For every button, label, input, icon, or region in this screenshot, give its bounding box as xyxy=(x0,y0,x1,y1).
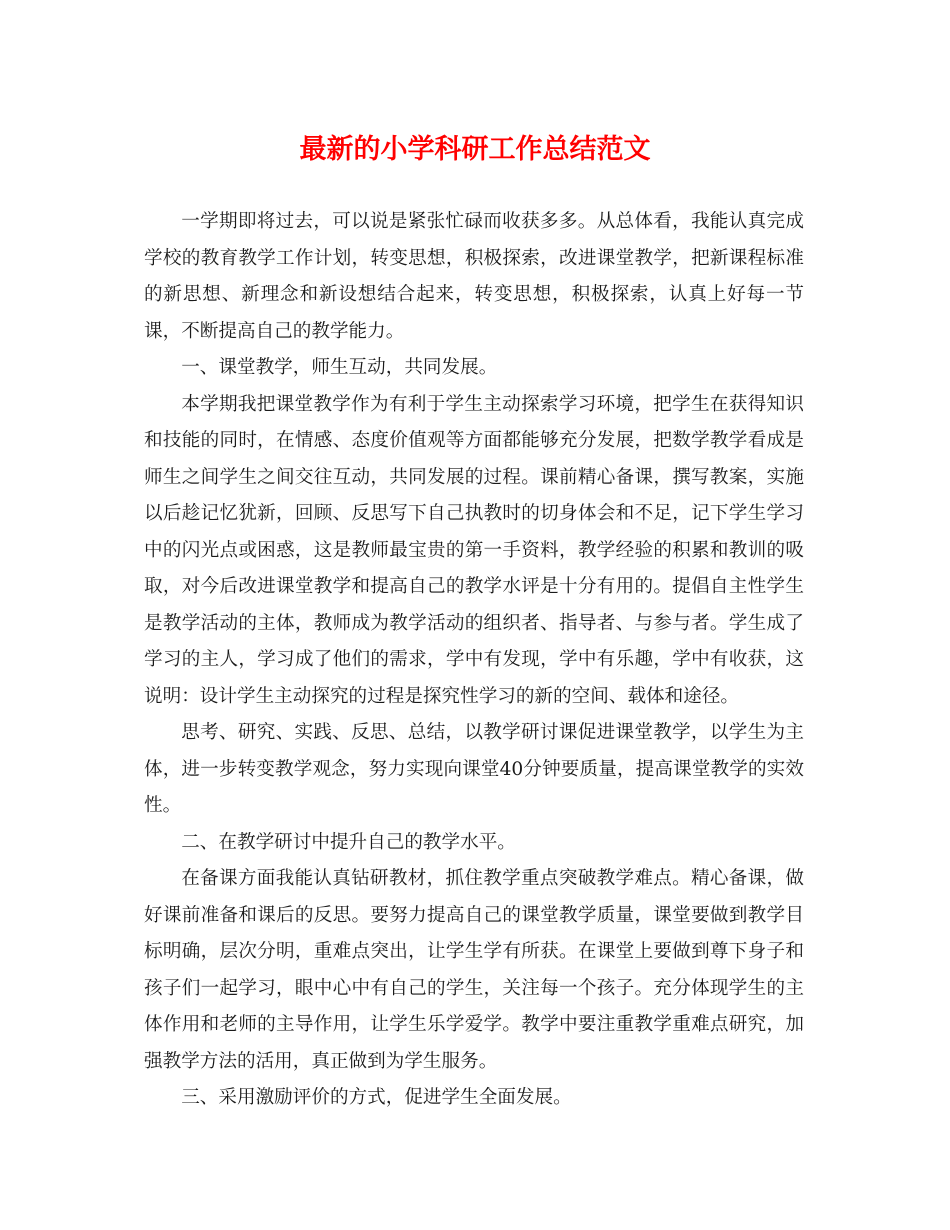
paragraph-section-2: 在备课方面我能认真钻研教材，抓住教学重点突破教学难点。精心备课，做好课前准备和课后的反思。要努力提高自己的课堂教学质量，课堂要做到教学目标明确，层次分明，重难点突出，让学生学有所获。在课堂上要做到尊下身子和孩子们一起学习，眼中心中有自己的学生，关注每一个孩子。充分体现学生的主体作用和老师的主导作用，让学生乐学爱学。教学中要注重教学重难点研究，加强教学方法的活用，真正做到为学生服务。 xyxy=(144,868,804,1072)
section-heading-3: 三、采用激励评价的方式，促进学生全面发展。 xyxy=(181,1087,572,1108)
section-heading-2: 二、在教学研讨中提升自己的教学水平。 xyxy=(181,831,516,853)
section-heading-1: 一、课堂教学，师生互动，共同发展。 xyxy=(181,357,498,378)
document-body xyxy=(144,204,804,1117)
paragraph-section-1: 本学期我把课堂教学作为有利于学生主动探索学习环境，把学生在获得知识和技能的同时，在情感、态度价值观等方面都能够充分发展，把数学教学看成是师生之间学生之间交往互动，共同发展的过程。课前精心备课，撰写教案，实施以后趁记忆犹新，回顾、反思写下自己执教时的切身体会和不足，记下学生学习中的闪光点或困惑，这是教师最宝贵的第一手资料，教学经验的积累和教训的吸取，对今后改进课堂教学和提高自己的教学水评是十分有用的。提倡自主性学生是教学活动的主体，教师成为教学活动的组织者、指导者、与参与者。学生成了学习的主人，学习成了他们的需求，学中有发现，学中有乐趣，学中有收获，这说明：设计学生主动探究的过程是探究性学习的新的空间、载体和途径。 xyxy=(144,393,804,707)
document-title: 最新的小学科研工作总结范文 xyxy=(299,134,651,165)
paragraph-intro: 一学期即将过去，可以说是紧张忙碌而收获多多。从总体看，我能认真完成学校的教育教学工作计划，转变思想，积极探索，改进课堂教学，把新课程标准的新思想、新理念和新设想结合起来，转变思想，积极探索，认真上好每一节课，不断提高自己的教学能力。 xyxy=(144,211,804,342)
paragraph-section-1-summary: 思考、研究、实践、反思、总结，以教学研讨课促进课堂教学，以学生为主体，进一步转变教学观念，努力实现向课堂40分钟要质量，提高课堂教学的实效性。 xyxy=(144,722,804,816)
